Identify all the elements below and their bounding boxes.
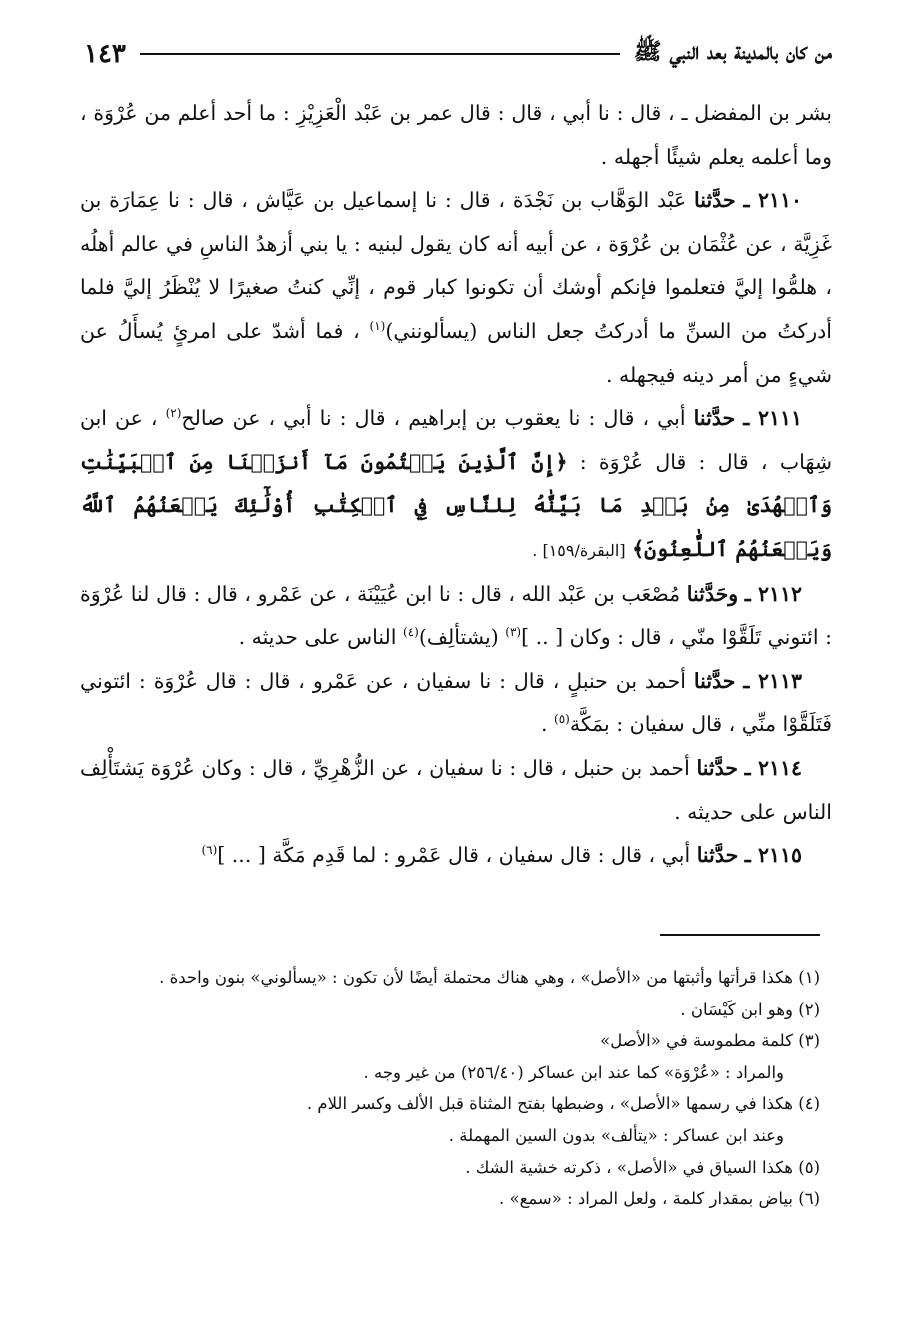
hadith-2112 [80, 573, 832, 660]
haddathana: حدَّثنا [693, 406, 736, 431]
footnote-ref[interactable]: (١) [369, 319, 386, 334]
hadith-2110 [80, 179, 832, 397]
page-header [80, 34, 832, 74]
hadith-text: مُصْعَب بن عَبْد الله ، قال : نا ابن عُيَيْنَة ، عن عَمْرو ، قال : قال لنا عُرْوَة : ائتوني تَلَقَّوْا منّي ، قال : وكان [ .. ] [80, 581, 832, 650]
hadith-number: ٢١١٢ ـ [744, 581, 802, 606]
footnote-ref[interactable]: (٤) [403, 625, 419, 640]
quran-verse: ﴿إِنَّ ٱلَّذِينَ يَكۡتُمُونَ مَآ أَنزَلۡنَا مِنَ ٱلۡبَيِّنَٰتِ وَٱلۡهُدَىٰ مِنۢ بَعۡدِ مَا بَيَّنَّٰهُ لِلنَّاسِ فِي ٱلۡكِتَٰبِ أُوْلَٰٓئِكَ يَلۡعَنُهُمُ ٱللَّهُ وَيَلۡعَنُهُمُ ٱللَّٰعِنُونَ﴾ [80, 449, 832, 561]
footnote-ref[interactable]: (٣) [505, 625, 522, 640]
footnote-ref[interactable]: (٥) [554, 712, 570, 727]
hadith-number: ٢١١١ ـ [743, 406, 802, 431]
running-title: من كان بالمدينة بعد النبي ﷺ [633, 38, 832, 65]
hadith-2114 [80, 747, 832, 834]
footnote-4: (٤) هكذا في رسمها «الأصل» ، وضبطها بفتح المثناة قبل الألف وكسر اللام . [306, 1094, 820, 1114]
footnotes [90, 962, 820, 1215]
hadith-text: . [540, 712, 548, 737]
footnote-3-note: والمراد : «عُرْوَة» كما عند ابن عساكر (٢٥٦/٤٠) من غير وجه . [363, 1062, 784, 1082]
haddathana: حدَّثنا [696, 843, 739, 868]
hadith-text: ، عن ابن شِهَاب ، قال : قال عُرْوَة : [80, 406, 832, 474]
hadith-text: أبي ، قال : نا يعقوب بن إبراهيم ، قال : نا أبي ، عن صالح [181, 406, 686, 431]
header-rule [140, 53, 620, 55]
footnote-ref[interactable]: (٢) [165, 406, 182, 421]
footnote-4-note: وعند ابن عساكر : «يتألف» بدون السين المهملة . [448, 1125, 784, 1145]
footnote-2: (٢) وهو ابن كَيْسَان . [680, 999, 820, 1019]
verse-reference: [البقرة/١٥٩] . [532, 540, 626, 560]
paragraph-continuation [80, 92, 832, 179]
footnote-1: (١) هكذا قرأتها وأثبتها من «الأصل» ، وهي هناك محتملة أيضًا لأن تكون : «يسألوني» بنون واحدة . [159, 968, 820, 987]
page-number: ١٤٣ [84, 39, 126, 69]
footnote-ref[interactable]: (٦) [201, 843, 218, 858]
hadith-number: ٢١١٥ ـ [744, 843, 802, 868]
paragraph-text: بشر بن المفضل ـ ، قال : نا أبي ، قال : قال عمر بن عَبْد الْعَزِيْزِ : ما أحد أعلم من عُرْوَة ، وما أعلمه يعلم شيئًا أجهله . [80, 101, 832, 169]
haddathana: حدَّثنا [693, 668, 736, 693]
hadith-text: أحمد بن حنبلٍ ، قال : نا سفيان ، عن عَمْرو ، قال : قال عُرْوَة : ائتوني فَتَلَقَّوْا منِّي ، قال سفيان : بمَكَّة [80, 668, 832, 737]
haddathana: حدَّثنا [696, 755, 739, 780]
main-text [80, 92, 832, 878]
hadith-number: ٢١١٤ ـ [744, 755, 802, 780]
footnote-6: (٦) بياض بمقدار كلمة ، ولعل المراد : «سمع» . [499, 1189, 820, 1209]
hadith-number: ٢١١٠ ـ [743, 188, 802, 213]
hadith-text: أحمد بن حنبل ، قال : نا سفيان ، عن الزُّهْرِيِّ ، قال : وكان عُرْوَة يَشتَأْلِف الناس على حديثه . [80, 755, 832, 824]
hadith-text: أبي ، قال : قال سفيان ، قال عَمْرو : لما قَدِم مَكَّة [ ... ] [217, 843, 691, 868]
haddathana: حدَّثنا [694, 188, 736, 213]
footnote-3: (٣) كلمة مطموسة في «الأصل» [600, 1031, 820, 1051]
hadith-2113 [80, 660, 832, 747]
haddathana: وحَدَّثنا [686, 581, 739, 606]
hadith-text: الناس على حديثه . [238, 625, 397, 650]
footnote-separator [660, 934, 820, 936]
hadith-text: ، فما أشدّ على امرئٍ يُسأَلُ عن شيءٍ من أمر دينه فيجهله . [80, 318, 832, 387]
hadith-number: ٢١١٣ ـ [743, 668, 802, 693]
hadith-text: (يشتألِف) [418, 625, 499, 650]
footnote-5: (٥) هكذا السياق في «الأصل» ، ذكرته خشية الشك . [465, 1157, 820, 1177]
hadith-2115 [80, 834, 832, 878]
hadith-2111 [80, 397, 832, 572]
hadith-text: عَبْد الوَهَّاب بن نَجْدَة ، قال : نا إسماعيل بن عَيَّاش ، قال : نا عِمَارَة بن غَزِيَّة ، عن عُثْمَان بن عُرْوَة ، عن أبيه أنه كان يقول لبنيه : يا بني أزهدُ الناسِ في عالم أهلُه ، هلمُّوا إليَّ فتعلموا فإنكم أوشك أن تكونوا كبار قوم ، إنِّي كنتُ صغيرًا لا يُنْظَرُ إليَّ فلما أدركتُ من السنِّ ما أدركتُ جعل الناس (يسألونني) [80, 188, 832, 343]
